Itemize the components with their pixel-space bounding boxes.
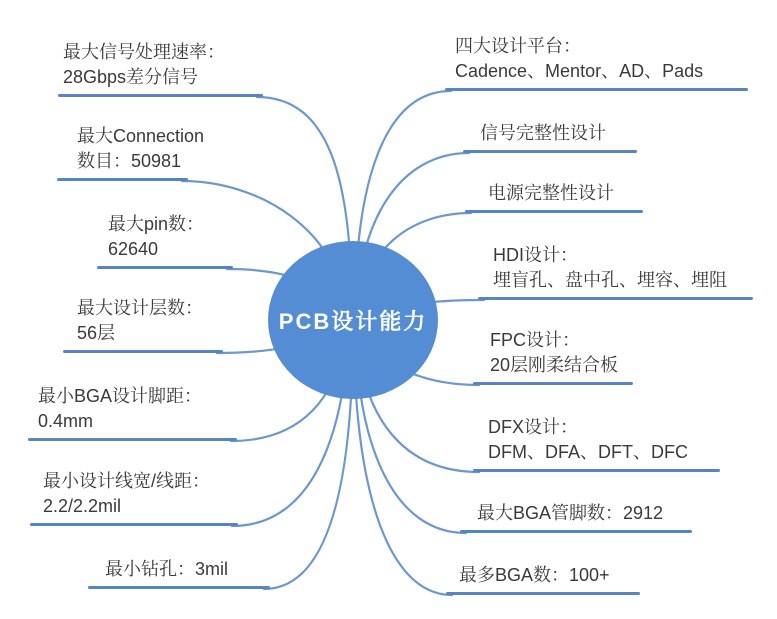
branch-label [28, 384, 237, 434]
branch-label-line: 最大Connection [77, 126, 205, 146]
branch-label [478, 243, 753, 293]
branch-max-bga-count [446, 563, 640, 595]
branch-label-line: 数目：50981 [77, 151, 182, 171]
branch-label-line: 最大BGA管脚数：2912 [477, 503, 664, 523]
branch-label-line: FPC设计： [490, 330, 580, 350]
branch-label [463, 121, 637, 146]
branch-label [465, 181, 643, 206]
branch-max-bga-pins [460, 501, 692, 533]
branch-label [58, 40, 263, 90]
branch-label-line: 最多BGA数：100+ [459, 565, 610, 585]
branch-label-line: 62640 [108, 239, 159, 259]
branch-label-line: 最小设计线宽/线距： [43, 471, 211, 491]
branch-label-line: 最小BGA设计脚距： [38, 386, 203, 406]
branch-label-line: Cadence、Mentor、AD、Pads [455, 61, 704, 81]
branch-design-platforms [445, 34, 748, 91]
branch-fpc-design [473, 328, 633, 385]
branch-label [445, 34, 748, 84]
branch-underline [463, 150, 637, 153]
branch-min-bga-pitch [28, 384, 237, 441]
branch-signal-integrity [463, 121, 637, 153]
branch-label-line: 最小钻孔：3mil [105, 559, 229, 579]
branch-underline [88, 586, 270, 589]
branch-underline [28, 438, 237, 441]
branch-max-layers [63, 296, 223, 353]
branch-label [88, 557, 270, 582]
branch-label-line: 56层 [77, 323, 116, 343]
branch-label [460, 501, 692, 526]
branch-power-integrity [465, 181, 643, 213]
branch-underline [465, 210, 643, 213]
branch-label-line: 信号完整性设计 [480, 123, 606, 143]
branch-label [97, 212, 233, 262]
branch-underline [30, 523, 238, 526]
branch-underline [63, 350, 223, 353]
branch-label-line: 最大pin数： [108, 214, 205, 234]
branch-label-line: 电源完整性设计 [488, 183, 614, 203]
branch-label-line: HDI设计： [493, 245, 578, 265]
branch-label-line: 2.2/2.2mil [43, 496, 122, 516]
branch-label-line: 0.4mm [38, 411, 94, 431]
branch-underline [97, 266, 233, 269]
branch-label-line: DFM、DFA、DFT、DFC [488, 442, 688, 462]
branch-hdi-design [478, 243, 753, 300]
branch-label-line: 20层刚柔结合板 [490, 355, 619, 375]
branch-underline [460, 530, 692, 533]
branch-underline [473, 469, 720, 472]
branch-underline [58, 94, 263, 97]
branch-label [57, 124, 205, 174]
center-node-label: PCB设计能力 [278, 308, 428, 334]
branch-label-line: 28Gbps差分信号 [63, 67, 199, 87]
branch-underline [478, 297, 753, 300]
branch-label-line: 埋盲孔、盘中孔、埋容、埋阻 [493, 270, 727, 290]
branch-label-line: DFX设计： [488, 417, 578, 437]
branch-label [446, 563, 640, 588]
branch-label-line: 最大设计层数： [77, 298, 203, 318]
branch-label [473, 415, 720, 465]
branch-min-drill [88, 557, 270, 589]
branch-min-trace [30, 469, 238, 526]
branch-label [30, 469, 238, 519]
branch-max-connection [57, 124, 205, 181]
branch-max-signal-rate [58, 40, 263, 97]
branch-label-line: 最大信号处理速率： [63, 42, 225, 62]
branch-underline [446, 592, 640, 595]
branch-label [63, 296, 223, 346]
branch-underline [473, 382, 633, 385]
branch-label [473, 328, 633, 378]
branch-max-pin-count [97, 212, 233, 269]
branch-label-line: 四大设计平台： [455, 36, 581, 56]
center-node [268, 241, 438, 399]
branch-dfx-design [473, 415, 720, 472]
branch-underline [57, 178, 188, 181]
branch-underline [445, 88, 748, 91]
